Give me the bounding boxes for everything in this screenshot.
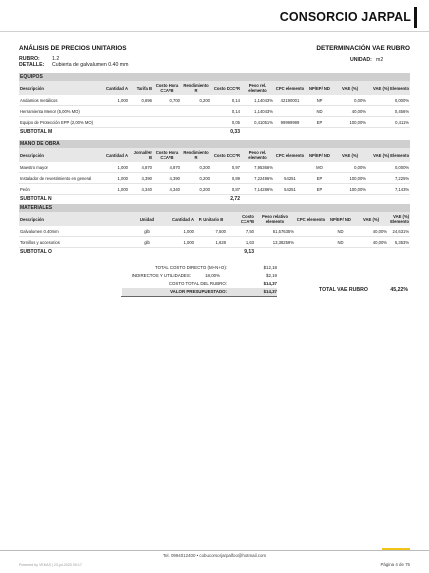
cell: 1,000 (105, 95, 129, 106)
cell: 40,00% (354, 226, 388, 237)
column-header: NP/EP/ ND (327, 212, 354, 226)
cell: 4,390 (153, 173, 181, 184)
column-header: CPC elemento (295, 212, 327, 226)
rubro-value: 1.2 (52, 56, 60, 62)
cell: glb (129, 237, 165, 248)
column-header: Peso relativo elemento (255, 212, 295, 226)
page-title: ANÁLISIS DE PRECIOS UNITARIOS (19, 45, 127, 52)
cell: 1,000 (105, 162, 129, 173)
column-header: Cantidad A (105, 148, 129, 162)
cell: 7,143% (367, 184, 410, 195)
total-vae-value: 45,22% (390, 287, 408, 293)
cell: EP (306, 173, 333, 184)
cell-description: Instalador de revestimiento en general (19, 173, 105, 184)
unidad-value: m2 (376, 57, 384, 63)
cell: 0,456% (367, 106, 410, 117)
valor-presupuestado-value: $14,37 (263, 289, 277, 294)
company-brand: CONSORCIO JARPAL (279, 10, 411, 24)
column-header: Rendimiento R (181, 81, 211, 95)
column-header: Costo C=A*B (227, 212, 255, 226)
cell: 0,89 (211, 173, 241, 184)
footer-divider (0, 550, 429, 551)
cell: 40,00% (333, 106, 367, 117)
valor-presupuestado-label: VALOR PRESUPUESTADO: (170, 289, 227, 294)
cell: 0,000% (367, 162, 410, 173)
cell: ND (327, 226, 354, 237)
column-header: Cantidad A (165, 212, 195, 226)
subtotal-value: 9,13 (227, 248, 255, 257)
footer-contact: Tel. 0994012400 • cobucorsorjarpalfoo@hotmail.com (162, 553, 267, 558)
column-header: Costo Hora C=A*B (153, 81, 181, 95)
cell: 7,22496% (241, 173, 274, 184)
cell: 7,225% (367, 173, 410, 184)
cell: 100,00% (333, 184, 367, 195)
column-header: Descripción (19, 212, 129, 226)
materiales-table (19, 204, 410, 256)
cell: NP (306, 95, 333, 106)
cell: 0,200 (181, 173, 211, 184)
cell (129, 106, 153, 117)
cell: 7,500 (195, 226, 227, 237)
cell: 40,00% (354, 237, 388, 248)
header-divider (0, 31, 429, 32)
costo-total-value: $14,37 (263, 281, 277, 286)
cell: 1,14043% (241, 106, 274, 117)
cell-description: Tornillos y accesorios (19, 237, 129, 248)
cell: 0,97 (211, 162, 241, 173)
column-header: Costo Hora C=A*B (153, 148, 181, 162)
column-header: P. Unitario B (195, 212, 227, 226)
cell: 0,87 (211, 184, 241, 195)
column-header: Jornal/Hr B (129, 148, 153, 162)
cell: 24,631% (388, 226, 410, 237)
indirectos-label: INDIRECTOS Y UTILIDADES: (131, 273, 191, 278)
cell: 99999999 (274, 117, 306, 128)
detalle-label: DETALLE: (19, 62, 45, 68)
table-row (19, 117, 410, 128)
cell: 1,14043% (241, 95, 274, 106)
cell: 54251 (274, 173, 306, 184)
costo-total-label: COSTO TOTAL DEL RUBRO: (168, 281, 227, 286)
cell: glb (129, 226, 165, 237)
column-header: NP/EP/ ND (306, 148, 333, 162)
detalle-value: Cubierta de galvalumen 0.40 mm (52, 62, 129, 68)
column-header: VAE (%) Elemento (367, 148, 410, 162)
table-row (19, 162, 410, 173)
cell-description: Maestro mayor (19, 162, 105, 173)
column-header: VAE (%) Elemento (388, 212, 410, 226)
page-number: Página 4 de 75 (380, 562, 410, 567)
column-header: NP/EP/ ND (306, 81, 333, 95)
column-header: Tarifa B (129, 81, 153, 95)
cell (181, 117, 211, 128)
cell: 100,00% (333, 117, 367, 128)
totals-rule (121, 296, 277, 297)
total-directo-value: $12,18 (263, 265, 277, 270)
column-header: Peso rel. elemento (241, 148, 274, 162)
column-header: CPC elemento (274, 81, 306, 95)
cell-description: Andamios metálicos (19, 95, 105, 106)
column-header: VAE (%) Elemento (367, 81, 410, 95)
total-directo-label: TOTAL COSTO DIRECTO (M+N+O): (155, 265, 227, 270)
cell: 7,50 (227, 226, 255, 237)
cell (295, 226, 327, 237)
cell (153, 106, 181, 117)
footer-accent-bar (382, 548, 410, 550)
cell: 1,63 (227, 237, 255, 248)
column-header: VAE (%) (333, 81, 367, 95)
column-header: Peso rel. elemento (241, 81, 274, 95)
section-title: EQUIPOS (19, 73, 410, 81)
cell: 1,000 (105, 184, 129, 195)
equipos-table (19, 73, 410, 136)
cell-description: Equipo de Protección EPP (2,00% MO) (19, 117, 105, 128)
cell: 5,353% (388, 237, 410, 248)
column-header: VAE (%) (333, 148, 367, 162)
table-row (19, 173, 410, 184)
cell: 0,14 (211, 106, 241, 117)
table-row (19, 237, 410, 248)
cell: 0,411% (367, 117, 410, 128)
cell: 1,000 (105, 173, 129, 184)
cell: 4,390 (129, 173, 153, 184)
cell: 7,14286% (241, 184, 274, 195)
cell: 0,05 (211, 117, 241, 128)
column-header: Descripción (19, 81, 105, 95)
cell: 0,00% (333, 95, 367, 106)
cell: ND (306, 106, 333, 117)
section-title: MANO DE OBRA (19, 140, 410, 148)
cell (274, 162, 306, 173)
cell: ND (327, 237, 354, 248)
cell: 4,870 (153, 162, 181, 173)
cell-description: Peón (19, 184, 105, 195)
table-row (19, 226, 410, 237)
cell: 13,38259% (255, 237, 295, 248)
cell: 0,696 (129, 95, 153, 106)
cell (105, 106, 129, 117)
column-header: Descripción (19, 148, 105, 162)
mano-obra-table (19, 140, 410, 203)
cell: 0,200 (181, 162, 211, 173)
table-row (19, 184, 410, 195)
cell: 4,340 (129, 184, 153, 195)
cell (295, 237, 327, 248)
cell: 1,628 (195, 237, 227, 248)
cell: 61,57635% (255, 226, 295, 237)
cell: MO (306, 162, 333, 173)
cell: 7,95366% (241, 162, 274, 173)
cell: 0,000% (367, 95, 410, 106)
column-header: Costo D=C*R (211, 148, 241, 162)
cell: 54251 (274, 184, 306, 195)
footer-powered-by: Powered by VEKAS | 23-jul-2020 00:17 (19, 563, 82, 567)
cell: 42190001 (274, 95, 306, 106)
cell: 100,00% (333, 173, 367, 184)
cell: 4,870 (129, 162, 153, 173)
cell: 0,14 (211, 95, 241, 106)
total-vae-label: TOTAL VAE RUBRO (319, 287, 368, 293)
table-row (19, 106, 410, 117)
column-header: Unidad (129, 212, 165, 226)
rubro-label: RUBRO: (19, 56, 40, 62)
vae-title: DETERMINACIÓN VAE RUBRO (316, 45, 410, 52)
cell: 1,000 (165, 237, 195, 248)
section-title: MATERIALES (19, 204, 410, 212)
brand-accent-bar (414, 7, 417, 28)
indirectos-value: $2,19 (266, 273, 277, 278)
subtotal-value: 2,72 (211, 195, 241, 204)
cell: 0,200 (181, 95, 211, 106)
subtotal-label: SUBTOTAL N (19, 195, 211, 204)
cell: EP (306, 117, 333, 128)
cell (274, 106, 306, 117)
subtotal-value: 0,33 (211, 128, 241, 137)
cell: 0,700 (153, 95, 181, 106)
subtotal-label: SUBTOTAL M (19, 128, 211, 137)
indirectos-percent: 18,00% (205, 273, 220, 278)
cell: 0,200 (181, 184, 211, 195)
cell-description: Herramienta Menor (5,00% MO) (19, 106, 105, 117)
cell: EP (306, 184, 333, 195)
cell (129, 117, 153, 128)
column-header: CPC elemento (274, 148, 306, 162)
cell: 0,41051% (241, 117, 274, 128)
cell (181, 106, 211, 117)
cell (105, 117, 129, 128)
column-header: VAE (%) (354, 212, 388, 226)
table-row (19, 95, 410, 106)
column-header: Costo D=C*R (211, 81, 241, 95)
cell (153, 117, 181, 128)
column-header: Rendimiento R (181, 148, 211, 162)
cell: 0,00% (333, 162, 367, 173)
cell: 1,000 (165, 226, 195, 237)
column-header: Cantidad A (105, 81, 129, 95)
unidad-label: UNIDAD: (350, 57, 372, 63)
subtotal-label: SUBTOTAL O (19, 248, 227, 257)
cell-description: Galvalumen 0.40mm (19, 226, 129, 237)
cell: 4,340 (153, 184, 181, 195)
